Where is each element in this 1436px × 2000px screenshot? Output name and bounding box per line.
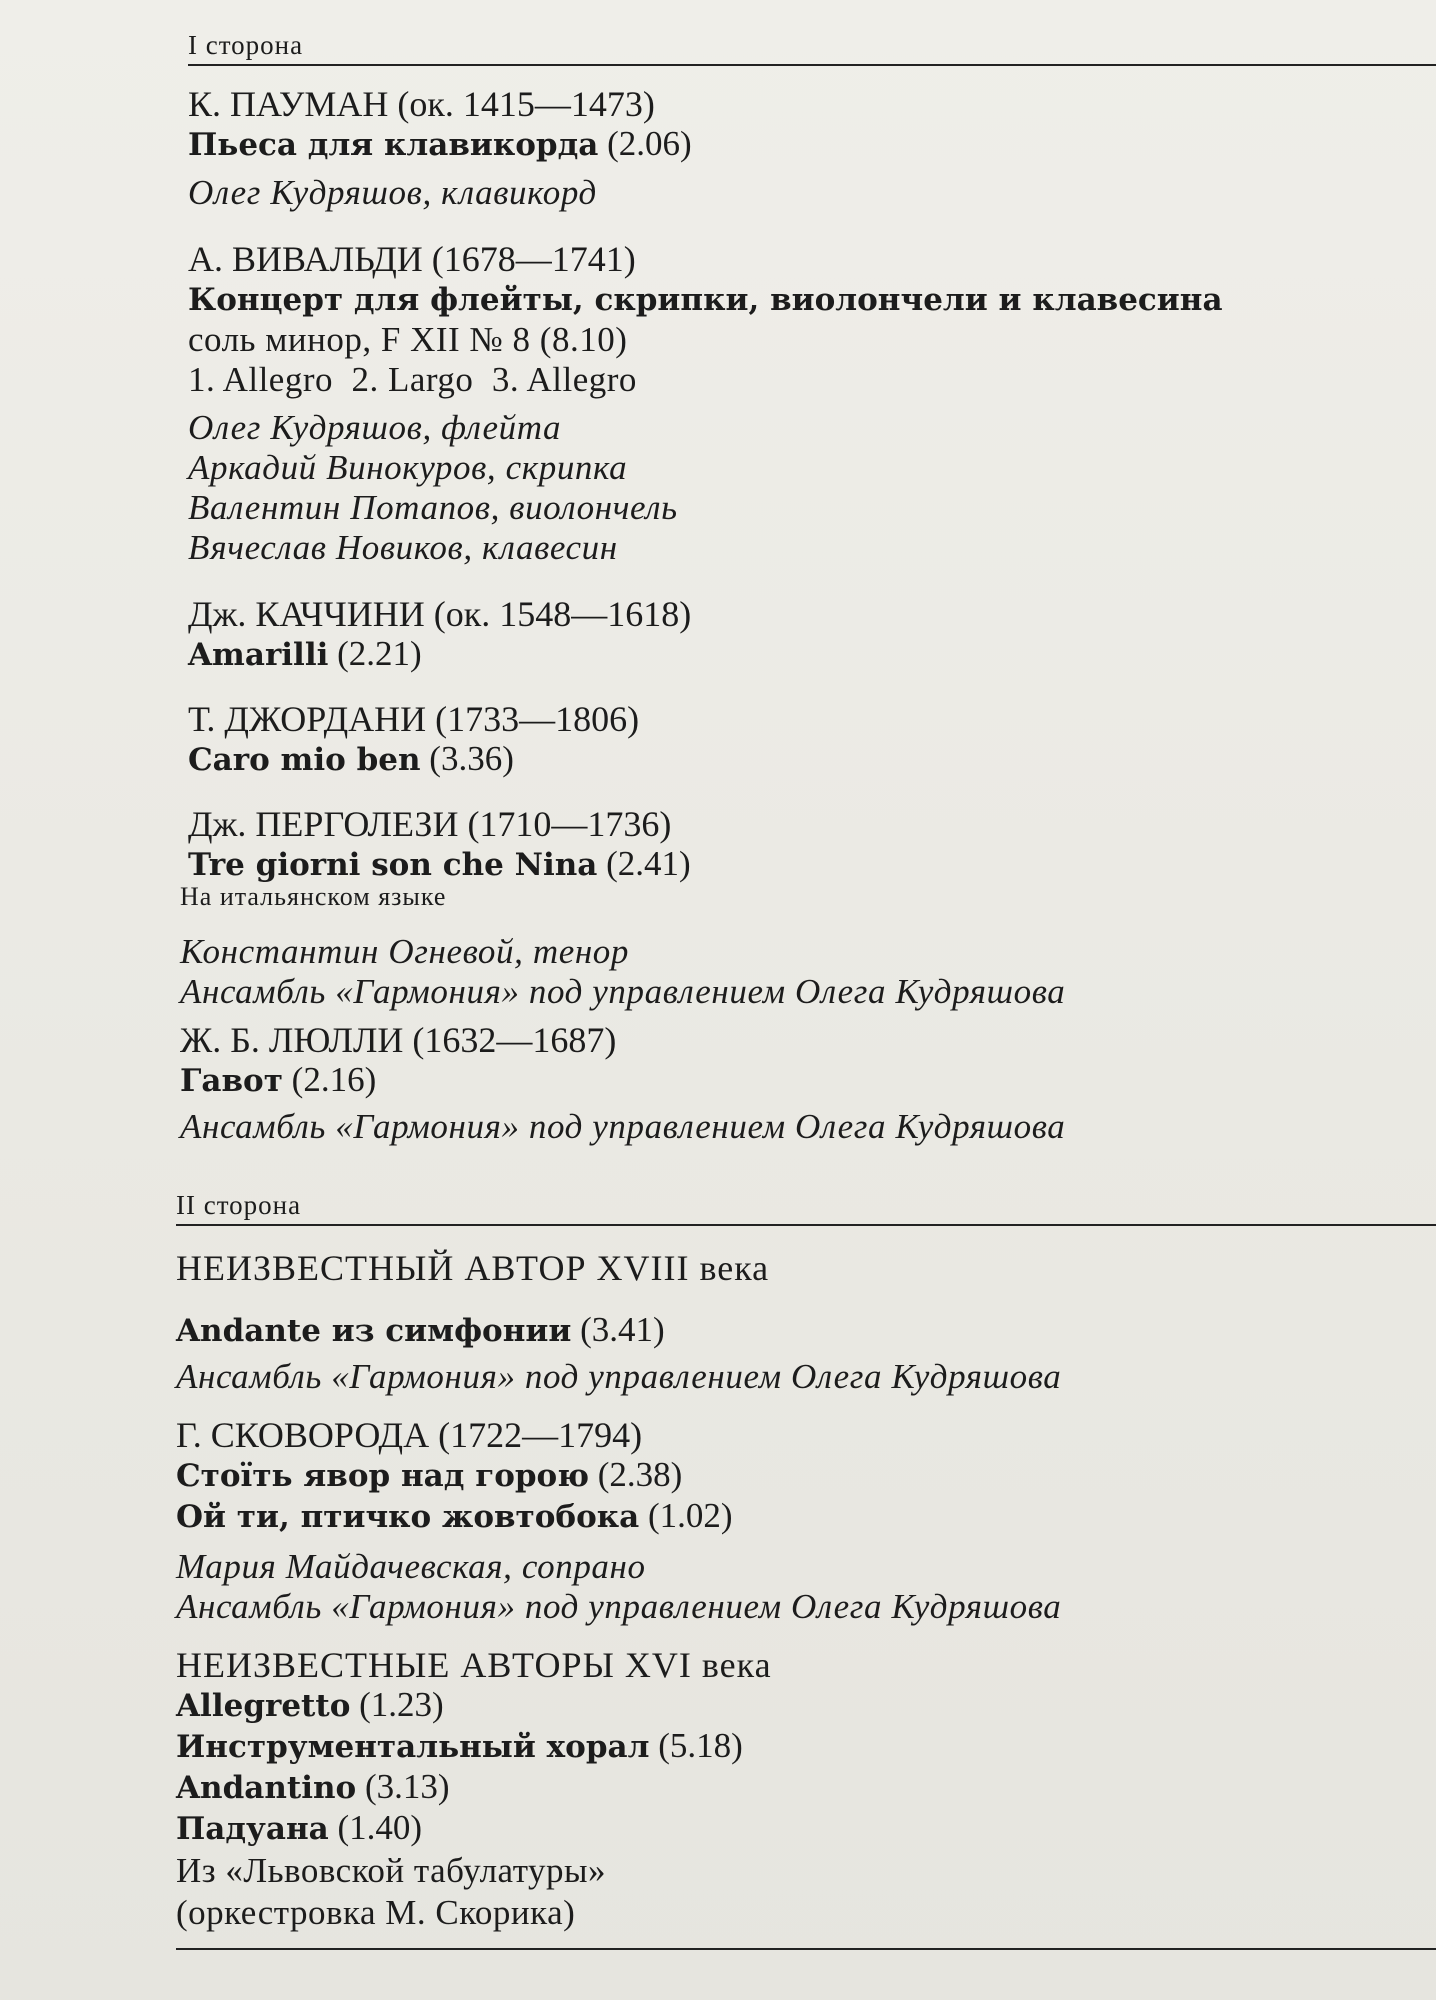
composer-name: Ж. Б. ЛЮЛЛИ (1632—1687) [180,1020,617,1060]
work-title [176,1808,1436,1849]
side-2-rule [176,1224,1436,1226]
composer-name: Дж. КАЧЧИНИ (ок. 1548—1618) [188,594,692,634]
side-1-rule [188,64,1436,66]
work-title-text: Падуана [176,1811,329,1847]
work-title-text: Концерт для флейты, скрипки, виолончели и клавесина [188,282,1223,318]
work-title-text: Allegretto [176,1688,351,1724]
track-entry-giordani [188,699,1436,780]
work-title [176,1496,1436,1537]
work-title [188,844,1436,885]
performer-line: Ансамбль «Гармония» под управлением Олега Кудряшова [180,1107,1066,1146]
work-duration: (2.06) [607,124,692,163]
composer-name: НЕИЗВЕСТНЫЕ АВТОРЫ XVI века [176,1645,772,1685]
work-duration: (2.16) [291,1060,377,1099]
side-1-lower-section [180,880,1436,1147]
work-duration: (1.23) [359,1685,444,1724]
performer-line: Ансамбль «Гармония» под управлением Олега Кудряшова [176,1587,1062,1626]
orchestration-note: (оркестровка М. Скорика) [176,1893,576,1932]
work-duration: (2.38) [597,1455,683,1494]
performer-line: Олег Кудряшов, флейта [188,408,562,447]
work-duration: (2.41) [606,844,691,883]
work-title [176,1726,1436,1767]
composer-name: Т. ДЖОРДАНИ (1733—1806) [188,699,640,739]
work-title-text: Caro mio ben [188,742,421,778]
work-source-note: Из «Львовской табулатуры» [176,1851,607,1890]
work-title-text: Andante из симфонии [176,1313,572,1349]
composer-name: Дж. ПЕРГОЛЕЗИ (1710—1736) [188,804,672,844]
work-title-text: Гавот [180,1063,283,1099]
composer-name: НЕИЗВЕСТНЫЙ АВТОР XVIII века [176,1248,770,1288]
work-duration: (3.13) [364,1767,450,1806]
work-title-text: Пьеса для клавикорда [188,127,599,163]
performer-line: Ансамбль «Гармония» под управлением Олега Кудряшова [176,1357,1062,1396]
work-title [188,124,1436,165]
work-title [176,1767,1436,1808]
performer-line: Аркадий Винокуров, скрипка [188,448,628,487]
performer-line: Мария Майдачевская, сопрано [176,1547,646,1586]
work-duration: (5.18) [658,1726,743,1765]
performer-line: Валентин Потапов, виолончель [188,488,678,527]
track-entry-vivaldi [188,239,1436,568]
composer-name: А. ВИВАЛЬДИ (1678—1741) [188,239,636,279]
track-entry-pergolesi [188,804,1436,885]
track-entry-unknown-16c [176,1645,1436,1933]
language-note: На итальянском языке [180,882,447,911]
work-title [188,279,1436,320]
side-1-label: I сторона [188,30,304,60]
work-title [180,1060,1436,1101]
work-title [188,634,1436,675]
work-duration: (1.40) [337,1808,423,1847]
composer-name: К. ПАУМАН (ок. 1415—1473) [188,84,655,124]
track-entry-lully [180,1020,1436,1147]
work-title-text: Стоїть явор над горою [176,1458,590,1494]
work-title [176,1455,1436,1496]
movements-line: 1. Allegro 2. Largo 3. Allegro [188,360,637,399]
work-detail: соль минор, F XII № 8 (8.10) [188,320,628,359]
work-title-text: Andantino [176,1770,357,1806]
track-entry-skovoroda [176,1415,1436,1627]
performer-line: Вячеслав Новиков, клавесин [188,528,618,567]
work-title [176,1310,1436,1351]
performer-line: Олег Кудряшов, клавикорд [188,173,597,212]
bottom-rule [176,1948,1436,1950]
side-1-section [188,28,1436,885]
work-title-text: Amarilli [188,637,329,673]
composer-name: Г. СКОВОРОДА (1722—1794) [176,1415,643,1455]
work-title-text: Tre giorni son che Nina [188,847,598,883]
work-title-text: Ой ти, птичко жовтобока [176,1499,640,1535]
work-duration: (2.21) [337,634,422,673]
work-title-text: Инструментальный хорал [176,1729,650,1765]
track-entry-pauman [188,84,1436,213]
work-duration: (3.41) [580,1310,665,1349]
work-duration: (3.36) [429,739,514,778]
side-2-section [176,1188,1436,1933]
performer-line: Константин Огневой, тенор [180,932,629,971]
work-title [188,739,1436,780]
track-entry-unknown-18c [176,1248,1436,1397]
work-title [176,1685,1436,1726]
performer-line: Ансамбль «Гармония» под управлением Олега Кудряшова [180,972,1066,1011]
work-duration: (1.02) [648,1496,733,1535]
track-entry-caccini [188,594,1436,675]
side-2-label: II сторона [176,1190,302,1220]
